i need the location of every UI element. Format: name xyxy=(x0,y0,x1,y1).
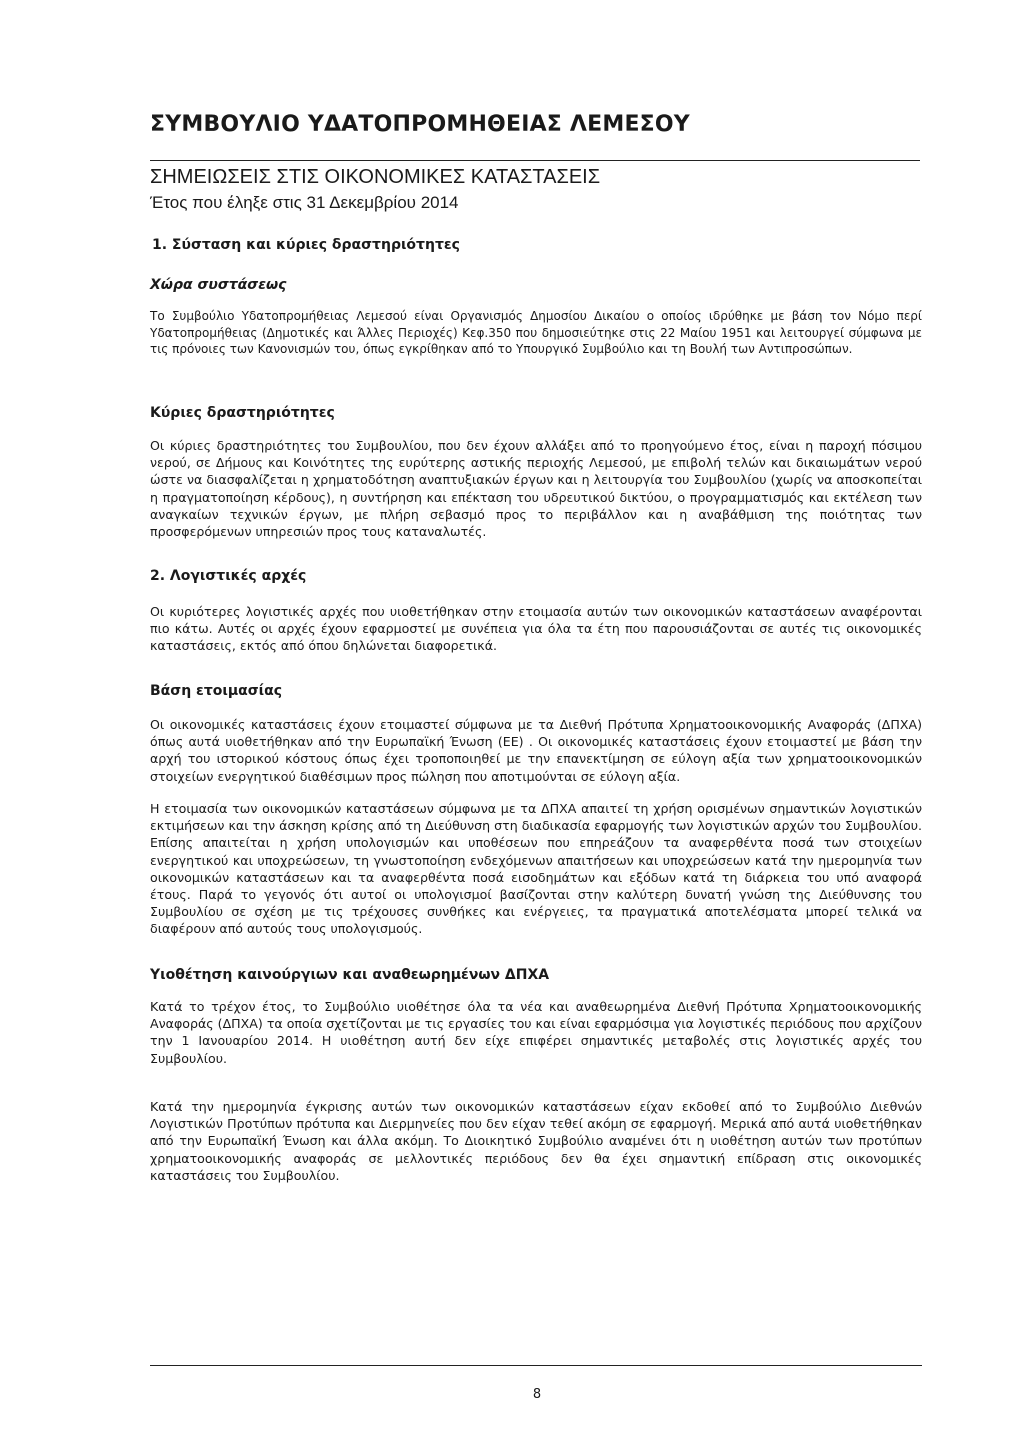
adoption-of-ifrs-paragraph-2: Κατά την ημερομηνία έγκρισης αυτών των οικονομικών καταστάσεων είχαν εκδοθεί από το Συμβούλιο Διεθνών Λογιστικών Προτύπων πρότυπα και Διερμηνείες που δεν είχαν τεθεί ακόμη σε εφαρμογή. Μερικά από αυτά υιοθετήθηκαν από την Ευρωπαϊκή Ένωση και άλλα ακόμη. Το Διοικητικό Συμβούλιο αναμένει ότι η υιοθέτηση αυτών των προτύπων χρηματοοικονομικής αναφοράς σε μελλοντικές περιόδους δεν θα έχει σημαντική επίδραση στις οικονομικές καταστάσεις του Συμβουλίου. xyxy=(150,1099,922,1183)
organization-title: ΣΥΜΒΟΥΛΙΟ ΥΔΑΤΟΠΡΟΜΗΘΕΙΑΣ ΛΕΜΕΣΟΥ xyxy=(150,112,690,137)
notes-title: ΣΗΜΕΙΩΣΕΙΣ ΣΤΙΣ ΟΙΚΟΝΟΜΙΚΕΣ ΚΑΤΑΣΤΑΣΕΙΣ xyxy=(150,166,601,188)
period-line: Έτος που έληξε στις 31 Δεκεμβρίου 2014 xyxy=(150,193,459,212)
page-number: 8 xyxy=(532,1387,542,1402)
principal-activities-heading: Κύριες δραστηριότητες xyxy=(150,405,335,421)
basis-of-preparation-heading: Βάση ετοιμασίας xyxy=(150,683,283,699)
footer-divider xyxy=(150,1365,922,1366)
country-of-incorporation-text: Το Συμβούλιο Υδατοπρομήθειας Λεμεσού είναι Οργανισμός Δημοσίου Δικαίου ο οποίος ιδρύθηκε με βάση τον Νόμο περί Υδατοπρομήθειας (Δημοτικές και Άλλες Περιοχές) Κεφ.350 που δημοσιεύτηκε στις 22 Μαίου 1951 και λειτουργεί σύμφωνα με τις πρόνοιες των Κανονισμών του, όπως εγκρίθηκαν από το Υπουργικό Συμβούλιο και τη Βουλή των Αντιπροσώπων. xyxy=(150,309,922,357)
accounting-policies-intro: Οι κυριότερες λογιστικές αρχές που υιοθετήθηκαν στην ετοιμασία αυτών των οικονομικών καταστάσεων αναφέρονται πιο κάτω. Αυτές οι αρχές έχουν εφαρμοστεί με συνέπεια για όλα τα έτη που παρουσιάζονται σε αυτές τις οικονομικές καταστάσεις, εκτός από όπου δηλώνεται διαφορετικά. xyxy=(150,604,922,654)
country-of-incorporation-heading: Χώρα συστάσεως xyxy=(150,277,287,293)
header-divider xyxy=(150,160,920,161)
basis-of-preparation-paragraph-1: Οι οικονομικές καταστάσεις έχουν ετοιμαστεί σύμφωνα με τα Διεθνή Πρότυπα Χρηματοοικονομικής Αναφοράς (ΔΠΧΑ) όπως αυτά υιοθετήθηκαν από την Ευρωπαϊκή Ένωση (ΕΕ) . Οι οικονομικές καταστάσεις έχουν ετοιμαστεί με βάση την αρχή του ιστορικού κόστους όπως έχει τροποποιηθεί με την επανεκτίμηση σε εύλογη αξία των χρηματοοικονομικών στοιχείων ενεργητικού διαθέσιμων προς πώληση που αποτιμούνται σε εύλογη αξία. xyxy=(150,717,922,784)
section-1-heading: 1. Σύσταση και κύριες δραστηριότητες xyxy=(152,237,460,253)
basis-of-preparation-paragraph-2: Η ετοιμασία των οικονομικών καταστάσεων σύμφωνα με τα ΔΠΧΑ απαιτεί τη χρήση ορισμένων σημαντικών λογιστικών εκτιμήσεων και την άσκηση κρίσης από τη Διεύθυνση στη διαδικασία εφαρμογής των λογιστικών αρχών του Συμβουλίου. Επίσης απαιτείται η χρήση υπολογισμών και υποθέσεων που επηρεάζουν τα αναφερθέντα ποσά των στοιχείων ενεργητικού και υποχρεώσεων, τη γνωστοποίηση ενδεχόμενων απαιτήσεων και υποχρεώσεων κατά την ημερομηνία των οικονομικών καταστάσεων και τα αναφερθέντα ποσά εισοδημάτων και εξόδων κατά τη διάρκεια του υπό αναφορά έτους. Παρά το γεγονός ότι αυτοί οι υπολογισμοί βασίζονται στην καλύτερη δυνατή γνώση της Διεύθυνσης του Συμβουλίου σε σχέση με τις τρέχουσες συνθήκες και ενέργειες, τα πραγματικά αποτελέσματα μπορεί τελικά να διαφέρουν από αυτούς τους υπολογισμούς. xyxy=(150,801,922,937)
adoption-of-ifrs-paragraph-1: Κατά το τρέχον έτος, το Συμβούλιο υιοθέτησε όλα τα νέα και αναθεωρημένα Διεθνή Πρότυπα Χρηματοοικονομικής Αναφοράς (ΔΠΧΑ) τα οποία σχετίζονται με τις εργασίες του και είναι εφαρμόσιμα για λογιστικές περιόδους που αρχίζουν την 1 Ιανουαρίου 2014. Η υιοθέτηση αυτή δεν είχε επιφέρει σημαντικές μεταβολές στις λογιστικές αρχές του Συμβουλίου. xyxy=(150,999,922,1066)
section-2-heading: 2. Λογιστικές αρχές xyxy=(150,568,307,584)
adoption-of-ifrs-heading: Υιοθέτηση καινούργιων και αναθεωρημένων ΔΠΧΑ xyxy=(150,967,550,983)
principal-activities-text: Οι κύριες δραστηριότητες του Συμβουλίου, που δεν έχουν αλλάξει από το προηγούμενο έτος, είναι η παροχή πόσιμου νερού, σε Δήμους και Κοινότητες της ευρύτερης αστικής περιοχής Λεμεσού, με επιβολή τελών και δικαιωμάτων νερού ώστε να διασφαλίζεται η χρηματοδότηση αναπτυξιακών έργων και η λειτουργία του Συμβουλίου (χωρίς να αποσκοπείται η πραγματοποίηση κέρδους), η συντήρηση και επέκταση του υδρευτικού δικτύου, ο προγραμματισμός και εκτέλεση των αναγκαίων τεχνικών έργων, με πλήρη σεβασμό προς το περιβάλλον και η αναβάθμιση της ποιότητας των προσφερόμενων υπηρεσιών προς τους καταναλωτές. xyxy=(150,438,922,540)
